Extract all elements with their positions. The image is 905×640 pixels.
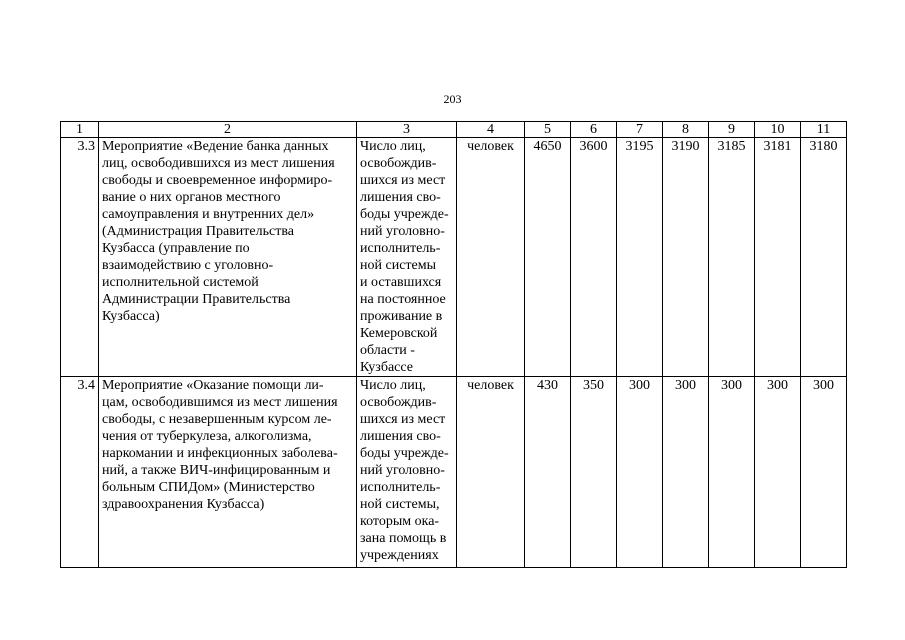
column-number-header: 10 [755, 122, 801, 138]
table-header-row [61, 122, 847, 138]
row-number: 3.4 [61, 377, 99, 568]
event-description: Мероприятие «Ведение банка данных лиц, освободившихся из мест лишения свободы и своевременное информиро- вание о них органов местного самоуправления и внутренних дел» (Администрация Правительства Кузбасса (управление по взаимодействию с уголовно- исполнительной системой Администрации Правительства Кузбасса) [99, 138, 357, 377]
unit-of-measure: человек [457, 377, 525, 568]
indicator-value: 300 [709, 377, 755, 568]
indicator-name: Число лиц, освобождив- шихся из мест лишения сво- боды учрежде- ний уголовно- исполнитель- ной системы, которым ока- зана помощь в учреждениях [357, 377, 457, 568]
indicator-value: 300 [755, 377, 801, 568]
indicator-value: 430 [525, 377, 571, 568]
indicator-value: 300 [663, 377, 709, 568]
indicator-value: 300 [617, 377, 663, 568]
column-number-header: 11 [801, 122, 847, 138]
column-number-header: 9 [709, 122, 755, 138]
column-number-header: 1 [61, 122, 99, 138]
indicator-value: 3195 [617, 138, 663, 377]
indicator-value: 3180 [801, 138, 847, 377]
indicator-value: 3190 [663, 138, 709, 377]
page-number: 203 [443, 92, 462, 106]
indicator-value: 300 [801, 377, 847, 568]
table-row [61, 377, 847, 568]
column-number-header: 8 [663, 122, 709, 138]
column-number-header: 2 [99, 122, 357, 138]
event-description: Мероприятие «Оказание помощи ли- цам, освободившимся из мест лишения свободы, с незавершенным курсом ле- чения от туберкулеза, алкоголизма, наркомании и инфекционных заболева- ний, а также ВИЧ-инфицированным и больным СПИДом» (Министерство здравоохранения Кузбасса) [99, 377, 357, 568]
column-number-header: 5 [525, 122, 571, 138]
column-number-header: 6 [571, 122, 617, 138]
indicator-value: 350 [571, 377, 617, 568]
indicator-value: 3185 [709, 138, 755, 377]
indicators-table [60, 121, 847, 568]
indicator-value: 3600 [571, 138, 617, 377]
indicator-value: 3181 [755, 138, 801, 377]
column-number-header: 3 [357, 122, 457, 138]
indicator-value: 4650 [525, 138, 571, 377]
unit-of-measure: человек [457, 138, 525, 377]
column-number-header: 4 [457, 122, 525, 138]
indicator-name: Число лиц, освобождив- шихся из мест лишения сво- боды учрежде- ний уголовно- исполнитель- ной системы и оставшихся на постоянное проживание в Кемеровской области - Кузбассе [357, 138, 457, 377]
column-number-header: 7 [617, 122, 663, 138]
row-number: 3.3 [61, 138, 99, 377]
table-row [61, 138, 847, 377]
